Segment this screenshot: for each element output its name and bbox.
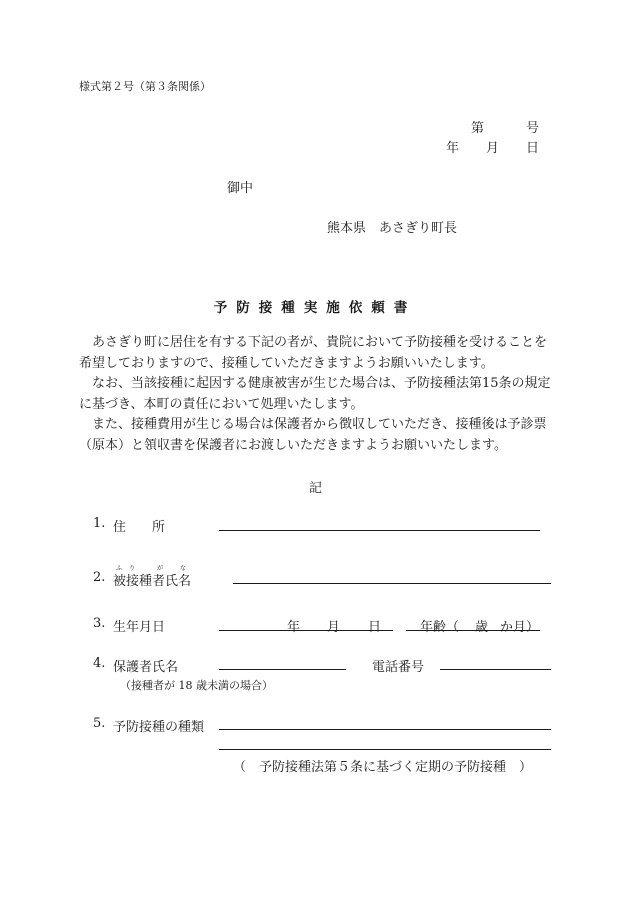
- vaccine-note: （ 予防接種法第５条に基づく定期の予防接種 ）: [233, 760, 533, 775]
- paragraph-1: あさぎり町に居住を有する下記の者が、貴院において予防接種を受けることを希望しておりますので、接種していただきますようお願いいたします。: [79, 335, 548, 371]
- birth-year: 年: [287, 620, 301, 635]
- birth-date-field[interactable]: [219, 630, 393, 631]
- birth-month: 月: [327, 620, 341, 635]
- item-number: 2.: [93, 570, 106, 585]
- paragraph-3: また、接種費用が生じる場合は保護者から徴収していただき、接種後は予診票（原本）と領収書を保護者にお渡しいただきますようお願いいたします。: [79, 417, 547, 453]
- phone-field[interactable]: [440, 669, 551, 670]
- paragraph-2: なお、当該接種に起因する健康被害が生じた場合は、予防接種法第15条の規定に基づき、本町の責任において処理いたします。: [79, 376, 551, 412]
- item-number: 5.: [93, 716, 106, 731]
- date-month: 月: [486, 141, 500, 156]
- sender: 熊本県 あさぎり町長: [327, 221, 458, 236]
- furigana-na: な: [180, 565, 187, 572]
- guardian-name-field[interactable]: [219, 669, 346, 670]
- name-label: 被接種者氏名: [113, 574, 192, 589]
- age-sai: 歳: [475, 620, 489, 635]
- furigana-ga: が: [157, 565, 164, 572]
- form-id: 様式第２号（第３条関係）: [79, 80, 211, 93]
- name-field[interactable]: [233, 583, 551, 584]
- recipient-suffix: 御中: [227, 181, 254, 196]
- ki-heading: 記: [309, 481, 323, 496]
- item-number: 3.: [93, 616, 106, 631]
- birth-day: 日: [368, 620, 382, 635]
- address-label: 住 所: [113, 520, 166, 535]
- furigana-fu: ふ: [116, 565, 123, 572]
- date-day: 日: [526, 141, 540, 156]
- address-field[interactable]: [219, 530, 540, 531]
- vaccine-field[interactable]: [219, 729, 551, 730]
- guardian-label: 保護者氏名: [113, 660, 179, 675]
- number-dai: 第: [471, 121, 485, 136]
- vaccine-field-2[interactable]: [219, 749, 551, 750]
- document-title: 予防接種実施依頼書: [213, 300, 417, 316]
- furigana-ri: り: [129, 565, 136, 572]
- age-months: か月）: [500, 620, 540, 635]
- guardian-note: （接種者が 18 歳未満の場合）: [120, 679, 273, 692]
- date-year: 年: [446, 141, 460, 156]
- birth-label: 生年月日: [113, 620, 166, 635]
- item-number: 4.: [93, 656, 106, 671]
- phone-label: 電話番号: [372, 660, 425, 675]
- age-label: 年齢（: [420, 620, 460, 635]
- item-number: 1.: [93, 516, 106, 531]
- number-go: 号: [526, 121, 540, 136]
- vaccine-label: 予防接種の種類: [113, 720, 205, 735]
